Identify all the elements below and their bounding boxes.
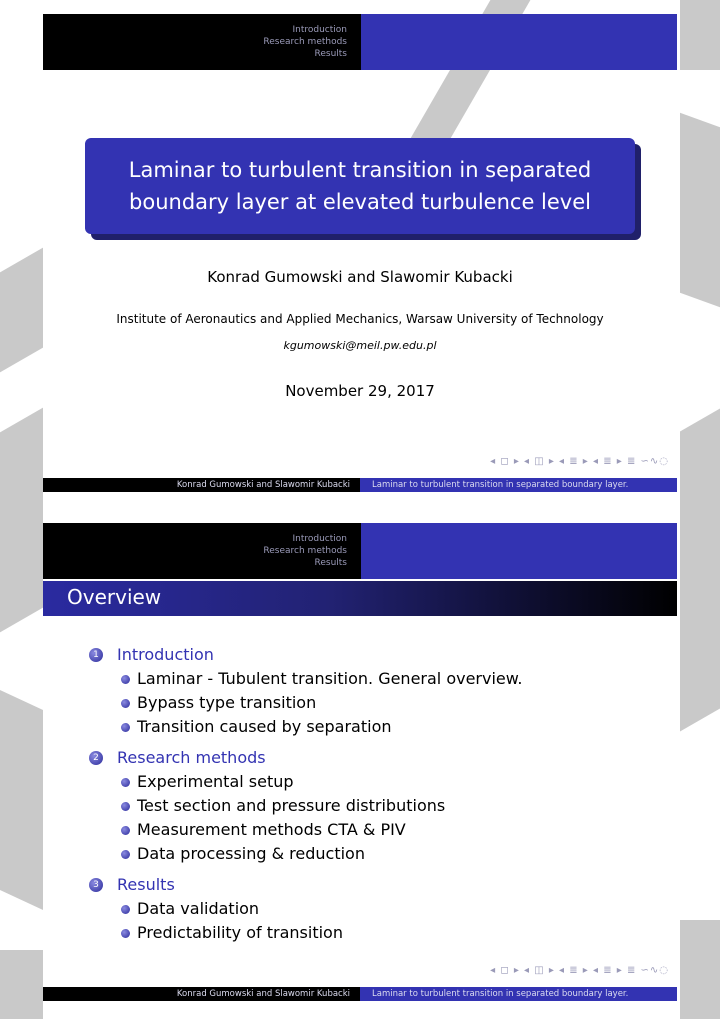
toc-subsection[interactable] <box>121 771 522 793</box>
watermark-stripe <box>680 0 720 70</box>
institute: Institute of Aeronautics and Applied Mechanics, Warsaw University of Technology <box>116 312 604 326</box>
watermark-stripe <box>0 408 43 633</box>
section-nav <box>43 523 361 579</box>
watermark-stripe <box>0 950 43 1019</box>
bullet-icon <box>121 723 130 732</box>
toc-group <box>89 748 522 865</box>
section-header <box>43 14 677 70</box>
presentation-title: Laminar to turbulent transition in separated boundary layer at elevated turbulence level <box>128 158 592 214</box>
toc-subsection[interactable] <box>121 843 522 865</box>
watermark-stripe <box>680 920 720 1019</box>
bullet-icon <box>121 929 130 938</box>
authors: Konrad Gumowski and Slawomir Kubacki <box>207 268 513 286</box>
watermark-stripe <box>0 248 43 373</box>
watermark-stripe <box>680 408 720 731</box>
bullet-icon <box>121 802 130 811</box>
toc-subsection-label: Predictability of transition <box>137 923 343 942</box>
nav-section-results[interactable]: Results <box>314 49 347 59</box>
bullet-icon <box>121 699 130 708</box>
toc-section[interactable] <box>89 748 522 767</box>
toc-subsection[interactable] <box>121 716 522 738</box>
section-number-badge: 1 <box>89 648 103 662</box>
toc-subsection-label: Data validation <box>137 899 260 918</box>
toc-subsection[interactable] <box>121 692 522 714</box>
watermark-stripe <box>0 690 43 910</box>
title-block <box>85 138 635 234</box>
overview-slide <box>43 523 677 1001</box>
nav-section-results[interactable]: Results <box>314 558 347 568</box>
bullet-icon <box>121 675 130 684</box>
nav-section-research-methods[interactable]: Research methods <box>263 37 347 47</box>
toc-subsection[interactable] <box>121 795 522 817</box>
section-header <box>43 523 677 579</box>
section-number-badge: 3 <box>89 878 103 892</box>
bullet-icon <box>121 826 130 835</box>
toc-subsection-label: Test section and pressure distributions <box>137 796 446 815</box>
toc-subsection-label: Bypass type transition <box>137 693 317 712</box>
nav-section-introduction[interactable]: Introduction <box>292 534 347 544</box>
footer <box>43 987 677 1001</box>
bullet-icon <box>121 850 130 859</box>
bullet-icon <box>121 905 130 914</box>
email: kgumowski@meil.pw.edu.pl <box>283 339 437 352</box>
footer-authors: Konrad Gumowski and Slawomir Kubacki <box>43 987 360 1001</box>
section-number-badge: 2 <box>89 751 103 765</box>
footer-title: Laminar to turbulent transition in separated boundary layer. <box>360 478 677 492</box>
table-of-contents <box>89 645 522 954</box>
section-nav <box>43 14 361 70</box>
bullet-icon <box>121 778 130 787</box>
toc-subsection-label: Data processing & reduction <box>137 844 365 863</box>
toc-subsection[interactable] <box>121 819 522 841</box>
toc-subsection-label: Laminar - Tubulent transition. General overview. <box>137 669 523 688</box>
date: November 29, 2017 <box>285 382 435 400</box>
footer-title: Laminar to turbulent transition in separated boundary layer. <box>360 987 677 1001</box>
toc-group <box>89 645 522 738</box>
toc-subsection-label: Measurement methods CTA & PIV <box>137 820 406 839</box>
header-accent <box>361 523 677 579</box>
frame-title: Overview <box>67 585 162 609</box>
toc-subsection-label: Experimental setup <box>137 772 294 791</box>
toc-section[interactable] <box>89 875 522 894</box>
toc-section-label: Introduction <box>117 645 214 664</box>
toc-section[interactable] <box>89 645 522 664</box>
beamer-navigation-symbols[interactable]: ◂ ◻ ▸ ◂ ◫ ▸ ◂ ≣ ▸ ◂ ≣ ▸ ≣ ∽∿◌ <box>490 456 669 467</box>
beamer-navigation-symbols[interactable]: ◂ ◻ ▸ ◂ ◫ ▸ ◂ ≣ ▸ ◂ ≣ ▸ ≣ ∽∿◌ <box>490 965 669 976</box>
header-accent <box>361 14 677 70</box>
footer <box>43 478 677 492</box>
toc-subsection[interactable] <box>121 898 522 920</box>
toc-subsection-label: Transition caused by separation <box>137 717 392 736</box>
title-slide <box>43 14 677 492</box>
toc-subsection[interactable] <box>121 668 522 690</box>
toc-group <box>89 875 522 944</box>
nav-section-research-methods[interactable]: Research methods <box>263 546 347 556</box>
toc-subsection[interactable] <box>121 922 522 944</box>
frame-title-bar <box>43 581 677 616</box>
toc-section-label: Results <box>117 875 175 894</box>
footer-authors: Konrad Gumowski and Slawomir Kubacki <box>43 478 360 492</box>
toc-section-label: Research methods <box>117 748 266 767</box>
nav-section-introduction[interactable]: Introduction <box>292 25 347 35</box>
watermark-stripe <box>680 113 720 308</box>
